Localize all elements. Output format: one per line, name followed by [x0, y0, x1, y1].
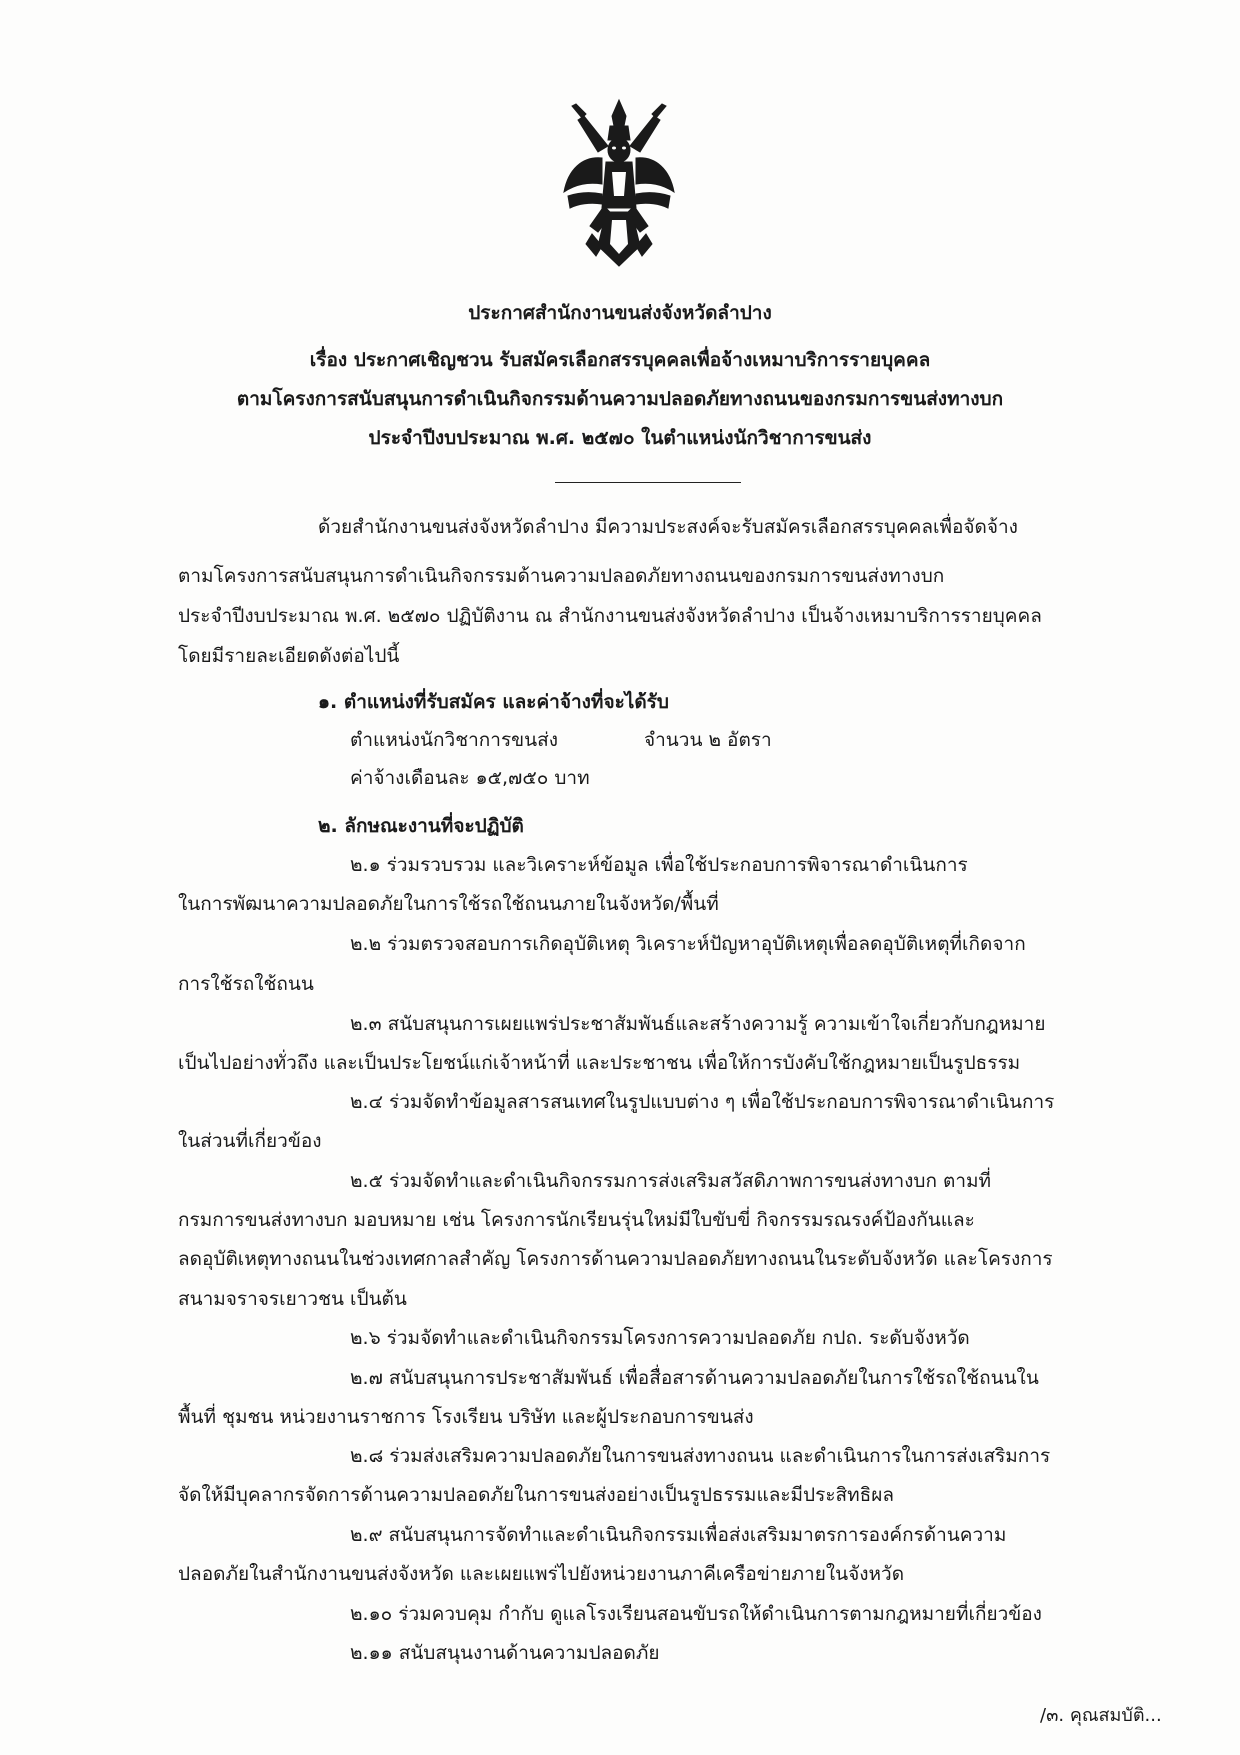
intro-line: ด้วยสำนักงานขนส่งจังหวัดลำปาง มีความประสงค์จะรับสมัครเลือกสรรบุคคลเพื่อจัดจ้าง — [318, 516, 1018, 538]
duty-line: กรมการขนส่งทางบก มอบหมาย เช่น โครงการนักเรียนรุ่นใหม่มีใบขับขี่ กิจกรรมรณรงค์ป้องกันและ — [178, 1209, 975, 1231]
duty-line: สนามจราจรเยาวชน เป็นต้น — [178, 1288, 407, 1310]
duty-line: ๒.๑๐ ร่วมควบคุม กำกับ ดูแลโรงเรียนสอนขับรถให้ดำเนินการตามกฎหมายที่เกี่ยวข้อง — [350, 1603, 1042, 1625]
garuda-emblem-icon — [562, 96, 676, 268]
duty-line: เป็นไปอย่างทั่วถึง และเป็นประโยชน์แก่เจ้าหน้าที่ และประชาชน เพื่อให้การบังคับใช้กฎหมายเป็นรูปธรรม — [178, 1052, 1021, 1074]
monthly-wage: ค่าจ้างเดือนละ ๑๕,๗๕๐ บาท — [350, 767, 590, 789]
title-divider — [555, 482, 741, 483]
duty-line: การใช้รถใช้ถนน — [178, 973, 314, 995]
section-2-heading: ๒. ลักษณะงานที่จะปฏิบัติ — [318, 815, 524, 837]
position-title: ตำแหน่งนักวิชาการขนส่ง — [350, 729, 558, 751]
intro-line: ตามโครงการสนับสนุนการดำเนินกิจกรรมด้านความปลอดภัยทางถนนของกรมการขนส่งทางบก — [178, 565, 945, 587]
duty-line: ๒.๗ สนับสนุนการประชาสัมพันธ์ เพื่อสื่อสารด้านความปลอดภัยในการใช้รถใช้ถนนใน — [350, 1367, 1039, 1389]
duty-line: ๒.๕ ร่วมจัดทำและดำเนินกิจกรรมการส่งเสริมสวัสดิภาพการขนส่งทางบก ตามที่ — [350, 1170, 992, 1192]
duty-line: จัดให้มีบุคลากรจัดการด้านความปลอดภัยในการขนส่งอย่างเป็นรูปธรรมและมีประสิทธิผล — [178, 1484, 895, 1506]
doc-subject: เรื่อง ประกาศเชิญชวน รับสมัครเลือกสรรบุคคลเพื่อจ้างเหมาบริการรายบุคคล — [309, 349, 931, 371]
duty-line: ๒.๖ ร่วมจัดทำและดำเนินกิจกรรมโครงการความปลอดภัย กปถ. ระดับจังหวัด — [350, 1327, 970, 1349]
duty-line: ๒.๒ ร่วมตรวจสอบการเกิดอุบัติเหตุ วิเคราะห์ปัญหาอุบัติเหตุเพื่อลดอุบัติเหตุที่เกิดจาก — [350, 933, 1026, 955]
intro-line: โดยมีรายละเอียดดังต่อไปนี้ — [178, 645, 400, 667]
duty-line: ๒.๔ ร่วมจัดทำข้อมูลสารสนเทศในรูปแบบต่าง ๆ เพื่อใช้ประกอบการพิจารณาดำเนินการ — [350, 1091, 1055, 1113]
duty-line: พื้นที่ ชุมชน หน่วยงานราชการ โรงเรียน บริษัท และผู้ประกอบการขนส่ง — [178, 1406, 754, 1428]
continuation-note: /๓. คุณสมบัติ... — [1040, 1705, 1162, 1726]
duty-line: ๒.๑ ร่วมรวบรวม และวิเคราะห์ข้อมูล เพื่อใช้ประกอบการพิจารณาดำเนินการ — [350, 854, 968, 876]
duty-line: ในการพัฒนาความปลอดภัยในการใช้รถใช้ถนนภายในจังหวัด/พื้นที่ — [178, 893, 719, 915]
doc-subject-line-2: ตามโครงการสนับสนุนการดำเนินกิจกรรมด้านความปลอดภัยทางถนนของกรมการขนส่งทางบก — [236, 388, 1004, 410]
position-count: จำนวน ๒ อัตรา — [644, 729, 772, 751]
duty-line: ๒.๑๑ สนับสนุนงานด้านความปลอดภัย — [350, 1642, 660, 1664]
duty-line: ๒.๓ สนับสนุนการเผยแพร่ประชาสัมพันธ์และสร้างความรู้ ความเข้าใจเกี่ยวกับกฎหมาย — [350, 1013, 1046, 1035]
section-1-heading: ๑. ตำแหน่งที่รับสมัคร และค่าจ้างที่จะได้รับ — [318, 691, 669, 713]
doc-title: ประกาศสำนักงานขนส่งจังหวัดลำปาง — [468, 302, 772, 324]
duty-line: ปลอดภัยในสำนักงานขนส่งจังหวัด และเผยแพร่ไปยังหน่วยงานภาคีเครือข่ายภายในจังหวัด — [178, 1563, 905, 1585]
duty-line: ในส่วนที่เกี่ยวข้อง — [178, 1130, 322, 1152]
duty-line: ลดอุบัติเหตุทางถนนในช่วงเทศกาลสำคัญ โครงการด้านความปลอดภัยทางถนนในระดับจังหวัด และโครงการ — [178, 1248, 1053, 1270]
intro-line: ประจำปีงบประมาณ พ.ศ. ๒๕๗๐ ปฏิบัติงาน ณ สำนักงานขนส่งจังหวัดลำปาง เป็นจ้างเหมาบริการรายบุคคล — [178, 605, 1042, 627]
duty-line: ๒.๘ ร่วมส่งเสริมความปลอดภัยในการขนส่งทางถนน และดำเนินการในการส่งเสริมการ — [350, 1445, 1051, 1467]
doc-subject-line-3: ประจำปีงบประมาณ พ.ศ. ๒๕๗๐ ในตำแหน่งนักวิชาการขนส่ง — [368, 427, 872, 449]
duty-line: ๒.๙ สนับสนุนการจัดทำและดำเนินกิจกรรมเพื่อส่งเสริมมาตรการองค์กรด้านความ — [350, 1524, 1007, 1546]
